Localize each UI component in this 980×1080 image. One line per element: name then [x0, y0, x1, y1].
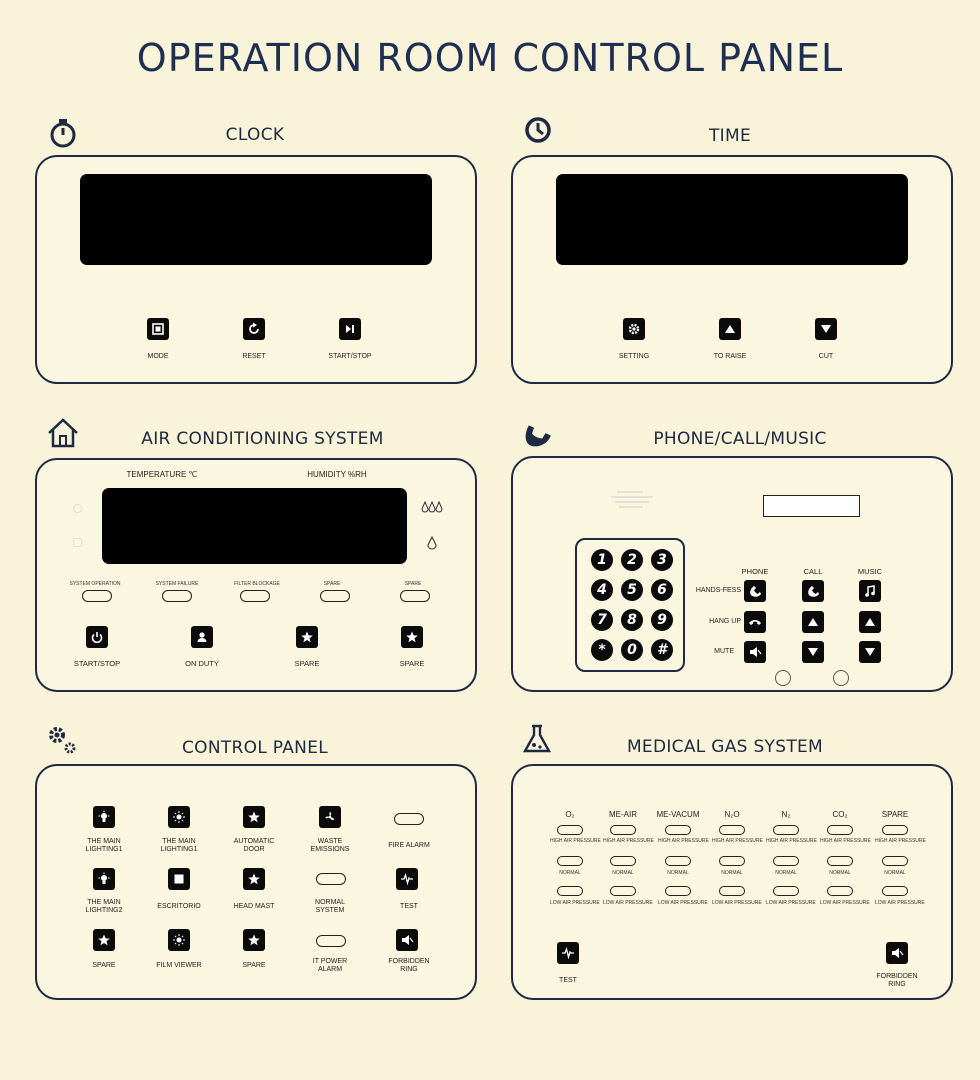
call-button[interactable]: [802, 580, 824, 602]
key-2[interactable]: 2: [621, 549, 643, 571]
reset-icon: [247, 322, 261, 336]
key-4[interactable]: 4: [591, 579, 613, 601]
gas-me-air-normal-label: NORMAL: [612, 870, 634, 876]
forbidden-ring-button[interactable]: [396, 929, 418, 951]
on-duty-label: ON DUTY: [185, 659, 219, 668]
gas-n2o-normal-indicator: [719, 856, 745, 866]
air-spare-label-1: SPARE: [294, 659, 320, 668]
indicator-label-system-failure: SYSTEM FAILURE: [155, 581, 199, 587]
star-icon: [405, 630, 419, 644]
gas-head-n2: N₂: [781, 810, 791, 819]
gas-n2o-normal-label: NORMAL: [721, 870, 743, 876]
normal-system-label: NORMAL SYSTEM: [315, 899, 345, 914]
escritorio-button[interactable]: [168, 868, 190, 890]
phone-jack-1: [775, 670, 791, 686]
indicator-system-operation: [82, 590, 112, 602]
row-label-mute: MUTE: [714, 648, 734, 655]
gas-head-spare: SPARE: [881, 810, 909, 819]
star-icon: [247, 872, 261, 886]
clock-panel: [35, 155, 477, 384]
gas-me-vacum-normal-label: NORMAL: [667, 870, 689, 876]
control-panel: [35, 764, 477, 1000]
sun-icon: [172, 810, 186, 824]
call-up-button[interactable]: [802, 611, 824, 633]
music-up-button[interactable]: [859, 611, 881, 633]
gas-me-air-normal-indicator: [610, 856, 636, 866]
key-1[interactable]: 1: [591, 549, 613, 571]
droplet-icon: [426, 535, 438, 551]
air-title: AIR CONDITIONING SYSTEM: [141, 429, 384, 449]
up-arrow-icon: [863, 615, 877, 629]
setting-label: SETTING: [618, 353, 650, 360]
col-header-music: MUSIC: [857, 567, 883, 576]
gas-n2-low-indicator: [773, 886, 799, 896]
indicator-spare-1: [320, 590, 350, 602]
person-icon: [195, 630, 209, 644]
clock-icon: [522, 114, 556, 148]
phone-jack-2: [833, 670, 849, 686]
main-lighting-1-label: THE MAIN LIGHTING1: [85, 838, 123, 853]
gas-n2-high-indicator: [773, 825, 799, 835]
hang-up-icon: [748, 615, 762, 629]
gas-o2-low-indicator: [557, 886, 583, 896]
gas-o2-normal-indicator: [557, 856, 583, 866]
mode-button[interactable]: [147, 318, 169, 340]
automatic-door-button[interactable]: [243, 806, 265, 828]
gas-spare-high-indicator: [882, 825, 908, 835]
it-power-alarm-label: IT POWER ALARM: [312, 958, 348, 973]
film-viewer-label: FILM VIEWER: [156, 962, 202, 969]
gas-me-air-high-label: HIGH AIR PRESSURE: [603, 838, 654, 844]
key-7[interactable]: 7: [591, 609, 613, 631]
indicator-label-filter-blockage: FILTER BLOCKAGE: [234, 581, 280, 587]
pulse-icon: [561, 946, 575, 960]
gas-n2o-high-label: HIGH AIR PRESSURE: [712, 838, 763, 844]
pulse-icon: [400, 872, 414, 886]
key-star[interactable]: *: [591, 639, 613, 661]
key-6[interactable]: 6: [651, 579, 673, 601]
star-icon: [247, 810, 261, 824]
reset-label: RESET: [242, 353, 266, 360]
raise-label: TO RAISE: [713, 353, 747, 360]
main-lighting-2-label: THE MAIN LIGHTING2: [85, 899, 123, 914]
indicator-system-failure: [162, 590, 192, 602]
up-arrow-icon: [723, 322, 737, 336]
head-mast-label: HEAD MAST: [233, 903, 275, 910]
music-button[interactable]: [859, 580, 881, 602]
handset-icon: [806, 584, 820, 598]
star-icon: [247, 933, 261, 947]
indicator-label-spare-2: SPARE: [404, 581, 422, 587]
up-arrow-icon: [806, 615, 820, 629]
control-spare-label-1: SPARE: [92, 962, 116, 969]
gas-me-vacum-low-label: LOW AIR PRESSURE: [658, 900, 708, 906]
waste-emissions-button[interactable]: [319, 806, 341, 828]
star-icon: [300, 630, 314, 644]
air-start-stop-button[interactable]: [86, 626, 108, 648]
gas-o2-high-label: HIGH AIR PRESSURE: [550, 838, 601, 844]
gas-spare-low-indicator: [882, 886, 908, 896]
fire-alarm-label: FIRE ALARM: [388, 842, 430, 849]
home-icon: [46, 416, 80, 450]
sun-icon: [172, 933, 186, 947]
indicator-label-system-operation: SYSTEM OPERATION: [69, 581, 121, 587]
gas-co2-high-label: HIGH AIR PRESSURE: [820, 838, 871, 844]
gas-head-me-vacum: ME-VACUM: [656, 810, 700, 819]
mode-icon: [151, 322, 165, 336]
automatic-door-label: AUTOMATIC DOOR: [233, 838, 275, 853]
gas-spare-normal-label: NORMAL: [884, 870, 906, 876]
cut-button[interactable]: [815, 318, 837, 340]
air-spare-button-1[interactable]: [296, 626, 318, 648]
gas-co2-high-indicator: [827, 825, 853, 835]
indicator-label-spare-1: SPARE: [323, 581, 341, 587]
keypad: [575, 538, 685, 672]
gas-me-vacum-normal-indicator: [665, 856, 691, 866]
air-start-stop-label: START/STOP: [73, 659, 121, 668]
gas-n2-normal-indicator: [773, 856, 799, 866]
down-arrow-icon: [819, 322, 833, 336]
key-9[interactable]: 9: [651, 609, 673, 631]
gas-co2-normal-indicator: [827, 856, 853, 866]
gas-n2o-high-indicator: [719, 825, 745, 835]
gas-spare-high-label: HIGH AIR PRESSURE: [875, 838, 926, 844]
row-label-hands-free: HANDS-FESS: [695, 587, 741, 594]
air-spare-label-2: SPARE: [399, 659, 425, 668]
gas-forbidden-ring-button[interactable]: [886, 942, 908, 964]
clock-title: CLOCK: [225, 125, 285, 145]
gas-forbidden-ring-label: FORBIDDEN RING: [876, 973, 918, 988]
control-spare-button-2[interactable]: [243, 929, 265, 951]
gas-test-label: TEST: [559, 977, 577, 984]
gear-icon: [627, 322, 641, 336]
gas-me-air-high-indicator: [610, 825, 636, 835]
cut-label: CUT: [818, 353, 834, 360]
gas-co2-low-indicator: [827, 886, 853, 896]
gas-me-air-low-indicator: [610, 886, 636, 896]
speaker-mute-icon: [890, 946, 904, 960]
control-spare-label-2: SPARE: [242, 962, 266, 969]
gas-n2-normal-label: NORMAL: [775, 870, 797, 876]
time-panel: [511, 155, 953, 384]
indicator-spare-2: [400, 590, 430, 602]
play-pause-icon: [343, 322, 357, 336]
square-icon: [172, 872, 186, 886]
setting-button[interactable]: [623, 318, 645, 340]
phone-icon: [520, 416, 554, 450]
indicator-filter-blockage: [240, 590, 270, 602]
temp-led: [73, 504, 82, 513]
main-lighting-1b-button[interactable]: [168, 806, 190, 828]
waste-emissions-label: WASTE EMISSIONS: [310, 838, 350, 853]
gas-n2o-low-indicator: [719, 886, 745, 896]
gas-me-vacum-high-label: HIGH AIR PRESSURE: [658, 838, 709, 844]
test-label: TEST: [400, 903, 418, 910]
gas-co2-normal-label: NORMAL: [829, 870, 851, 876]
key-5[interactable]: 5: [621, 579, 643, 601]
key-hash[interactable]: #: [651, 639, 673, 661]
main-lighting-1b-label: THE MAIN LIGHTING1: [160, 838, 198, 853]
gas-head-o2: O₂: [565, 810, 575, 819]
fan-icon: [323, 810, 337, 824]
air-display: [102, 488, 407, 564]
humidity-led: [73, 538, 82, 547]
reset-button[interactable]: [243, 318, 265, 340]
hang-up-button[interactable]: [744, 611, 766, 633]
key-0[interactable]: 0: [621, 639, 643, 661]
gas-title: MEDICAL GAS SYSTEM: [626, 737, 824, 757]
gas-panel: [511, 764, 953, 1000]
gas-n2-low-label: LOW AIR PRESSURE: [766, 900, 816, 906]
stopwatch-icon: [46, 116, 80, 150]
row-label-hang-up: HANG UP: [709, 618, 741, 625]
gears-icon: [44, 722, 78, 756]
flask-icon: [520, 722, 554, 756]
gas-co2-low-label: LOW AIR PRESSURE: [820, 900, 870, 906]
start-stop-label: START/STOP: [328, 353, 372, 360]
head-mast-button[interactable]: [243, 868, 265, 890]
gas-head-co2: CO₂: [832, 810, 848, 819]
key-8[interactable]: 8: [621, 609, 643, 631]
air-spare-button-2[interactable]: [401, 626, 423, 648]
time-title: TIME: [708, 126, 751, 146]
clock-display: [80, 174, 432, 265]
phone-panel: [511, 456, 953, 692]
normal-system-indicator: [316, 873, 346, 885]
gas-head-n2o: N₂O: [724, 810, 740, 819]
on-duty-button[interactable]: [191, 626, 213, 648]
main-lighting-1-button[interactable]: [93, 806, 115, 828]
music-down-button[interactable]: [859, 641, 881, 663]
phone-title: PHONE/CALL/MUSIC: [653, 429, 827, 449]
phone-display: [763, 495, 860, 517]
film-viewer-button[interactable]: [168, 929, 190, 951]
gas-spare-low-label: LOW AIR PRESSURE: [875, 900, 925, 906]
gas-n2-high-label: HIGH AIR PRESSURE: [766, 838, 817, 844]
control-title: CONTROL PANEL: [181, 738, 329, 758]
lamp-icon: [97, 872, 111, 886]
it-power-alarm-indicator: [316, 935, 346, 947]
speaker-mute-icon: [400, 933, 414, 947]
gas-me-vacum-high-indicator: [665, 825, 691, 835]
gas-o2-high-indicator: [557, 825, 583, 835]
hands-free-button[interactable]: [744, 580, 766, 602]
gas-head-me-air: ME-AIR: [609, 810, 637, 819]
humidity-label: HUMIDITY %RH: [307, 470, 367, 479]
page-title: OPERATION ROOM CONTROL PANEL: [136, 36, 844, 80]
power-icon: [90, 630, 104, 644]
time-display: [556, 174, 908, 265]
gas-n2o-low-label: LOW AIR PRESSURE: [712, 900, 762, 906]
gas-me-vacum-low-indicator: [665, 886, 691, 896]
down-arrow-icon: [806, 645, 820, 659]
star-icon: [97, 933, 111, 947]
test-button[interactable]: [396, 868, 418, 890]
raise-button[interactable]: [719, 318, 741, 340]
handset-icon: [748, 584, 762, 598]
start-stop-button[interactable]: [339, 318, 361, 340]
col-header-phone: PHONE: [741, 567, 769, 576]
forbidden-ring-label: FORBIDDEN RING: [388, 958, 430, 973]
lamp-icon: [97, 810, 111, 824]
key-3[interactable]: 3: [651, 549, 673, 571]
speaker-grille-icon: [603, 488, 663, 512]
fire-alarm-indicator: [394, 813, 424, 825]
main-lighting-2-button[interactable]: [93, 868, 115, 890]
gas-me-air-low-label: LOW AIR PRESSURE: [603, 900, 653, 906]
control-spare-button-1[interactable]: [93, 929, 115, 951]
gas-o2-low-label: LOW AIR PRESSURE: [550, 900, 600, 906]
air-panel: [35, 458, 477, 692]
mute-button[interactable]: [744, 641, 766, 663]
droplets-icon: [421, 500, 443, 514]
down-arrow-icon: [863, 645, 877, 659]
escritorio-label: ESCRITORIO: [157, 903, 201, 910]
speaker-mute-icon: [748, 645, 762, 659]
mode-label: MODE: [147, 353, 169, 360]
gas-test-button[interactable]: [557, 942, 579, 964]
music-note-icon: [863, 584, 877, 598]
gas-o2-normal-label: NORMAL: [559, 870, 581, 876]
col-header-call: CALL: [803, 567, 823, 576]
call-down-button[interactable]: [802, 641, 824, 663]
gas-spare-normal-indicator: [882, 856, 908, 866]
temperature-label: TEMPERATURE ℃: [126, 470, 198, 479]
